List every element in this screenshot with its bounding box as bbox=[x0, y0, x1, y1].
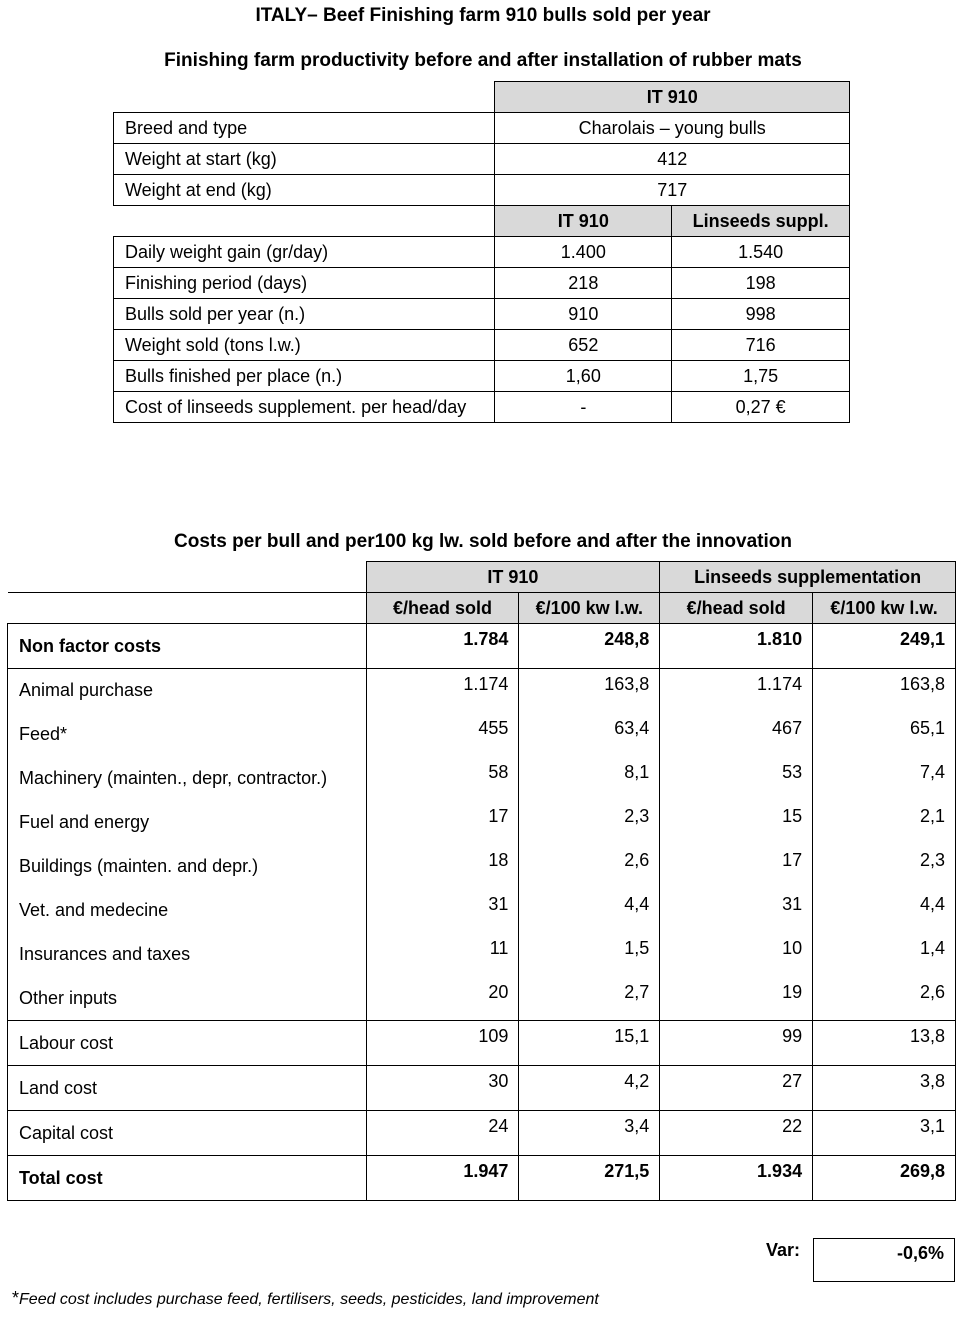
value: 2,1 bbox=[813, 801, 956, 845]
value: 10 bbox=[660, 933, 813, 977]
col-header-head: €/head sold bbox=[660, 593, 813, 624]
table-row bbox=[8, 977, 956, 1021]
value: 99 bbox=[660, 1021, 813, 1066]
col-header-it910: IT 910 bbox=[495, 206, 672, 237]
value: 1.174 bbox=[660, 669, 813, 713]
value: 53 bbox=[660, 757, 813, 801]
row-label: Buildings (mainten. and depr.) bbox=[8, 845, 367, 889]
value-it910: 1.400 bbox=[495, 237, 672, 268]
value-linseeds: 198 bbox=[672, 268, 850, 299]
col-header-head: €/head sold bbox=[366, 593, 519, 624]
value: 8,1 bbox=[519, 757, 660, 801]
value: 455 bbox=[366, 713, 519, 757]
value: 1.174 bbox=[366, 669, 519, 713]
table-row bbox=[8, 845, 956, 889]
row-label: Animal purchase bbox=[8, 669, 367, 713]
table-row bbox=[8, 801, 956, 845]
value: 15,1 bbox=[519, 1021, 660, 1066]
value-linseeds: 998 bbox=[672, 299, 850, 330]
row-label: Total cost bbox=[8, 1156, 367, 1201]
row-label: Other inputs bbox=[8, 977, 367, 1021]
table-row bbox=[8, 757, 956, 801]
value: 2,6 bbox=[813, 977, 956, 1021]
value: 20 bbox=[366, 977, 519, 1021]
breed-value: Charolais – young bulls bbox=[495, 113, 850, 144]
value: 63,4 bbox=[519, 713, 660, 757]
value: 467 bbox=[660, 713, 813, 757]
value: 24 bbox=[366, 1111, 519, 1156]
value: 249,1 bbox=[813, 624, 956, 669]
value: 2,3 bbox=[813, 845, 956, 889]
value: 1.810 bbox=[660, 624, 813, 669]
value: 1.934 bbox=[660, 1156, 813, 1201]
value: 65,1 bbox=[813, 713, 956, 757]
row-label: Bulls finished per place (n.) bbox=[114, 361, 495, 392]
weight-start-label: Weight at start (kg) bbox=[114, 144, 495, 175]
value: 3,8 bbox=[813, 1066, 956, 1111]
row-label: Daily weight gain (gr/day) bbox=[114, 237, 495, 268]
col-header-linseeds: Linseeds suppl. bbox=[672, 206, 850, 237]
value: 27 bbox=[660, 1066, 813, 1111]
value: 2,3 bbox=[519, 801, 660, 845]
value-linseeds: 0,27 € bbox=[672, 392, 850, 423]
value-linseeds: 1,75 bbox=[672, 361, 850, 392]
table-row bbox=[114, 392, 850, 423]
row-label: Land cost bbox=[8, 1066, 367, 1111]
value: 1.784 bbox=[366, 624, 519, 669]
capital-row bbox=[8, 1111, 956, 1156]
value: 1.947 bbox=[366, 1156, 519, 1201]
breed-label: Breed and type bbox=[114, 113, 495, 144]
row-label: Finishing period (days) bbox=[114, 268, 495, 299]
value-it910: 1,60 bbox=[495, 361, 672, 392]
col-header-100kg: €/100 kw l.w. bbox=[519, 593, 660, 624]
value: 17 bbox=[366, 801, 519, 845]
value: 18 bbox=[366, 845, 519, 889]
value: 248,8 bbox=[519, 624, 660, 669]
value: 4,4 bbox=[519, 889, 660, 933]
value-linseeds: 716 bbox=[672, 330, 850, 361]
value: 271,5 bbox=[519, 1156, 660, 1201]
group-header-it910: IT 910 bbox=[366, 562, 660, 593]
empty-cell bbox=[8, 562, 367, 593]
value: 58 bbox=[366, 757, 519, 801]
value: 17 bbox=[660, 845, 813, 889]
value-it910: - bbox=[495, 392, 672, 423]
productivity-header: IT 910 bbox=[495, 82, 850, 113]
land-row bbox=[8, 1066, 956, 1111]
footnote-text: Feed cost includes purchase feed, fertilisers, seeds, pesticides, land improvement bbox=[19, 1291, 599, 1308]
weight-start-value: 412 bbox=[495, 144, 850, 175]
costs-table bbox=[7, 561, 956, 1201]
table-row bbox=[114, 237, 850, 268]
value: 2,7 bbox=[519, 977, 660, 1021]
table-row bbox=[8, 933, 956, 977]
variation-label: Var: bbox=[766, 1240, 801, 1260]
value: 7,4 bbox=[813, 757, 956, 801]
non-factor-row bbox=[8, 624, 956, 669]
productivity-table bbox=[113, 81, 850, 423]
empty-cell bbox=[114, 82, 495, 113]
footnote-asterisk: * bbox=[12, 1288, 20, 1308]
value-it910: 218 bbox=[495, 268, 672, 299]
value: 163,8 bbox=[519, 669, 660, 713]
row-label: Labour cost bbox=[8, 1021, 367, 1066]
total-row bbox=[8, 1156, 956, 1201]
empty-cell bbox=[8, 593, 367, 624]
costs-table-title: Costs per bull and per100 kg lw. sold before and after the innovation bbox=[174, 531, 792, 552]
col-header-100kg: €/100 kw l.w. bbox=[813, 593, 956, 624]
empty-cell bbox=[114, 206, 495, 237]
variation-value: -0,6% bbox=[813, 1238, 955, 1282]
value: 4,2 bbox=[519, 1066, 660, 1111]
row-label: Capital cost bbox=[8, 1111, 367, 1156]
weight-end-value: 717 bbox=[495, 175, 850, 206]
value: 3,4 bbox=[519, 1111, 660, 1156]
value-it910: 910 bbox=[495, 299, 672, 330]
value: 3,1 bbox=[813, 1111, 956, 1156]
value: 2,6 bbox=[519, 845, 660, 889]
value-linseeds: 1.540 bbox=[672, 237, 850, 268]
value: 31 bbox=[660, 889, 813, 933]
productivity-table-title: Finishing farm productivity before and after installation of rubber mats bbox=[164, 50, 802, 71]
value: 1,4 bbox=[813, 933, 956, 977]
value-it910: 652 bbox=[495, 330, 672, 361]
group-header-linseeds: Linseeds supplementation bbox=[660, 562, 956, 593]
value: 15 bbox=[660, 801, 813, 845]
weight-end-label: Weight at end (kg) bbox=[114, 175, 495, 206]
value: 31 bbox=[366, 889, 519, 933]
table-row bbox=[114, 268, 850, 299]
row-label: Weight sold (tons l.w.) bbox=[114, 330, 495, 361]
value: 109 bbox=[366, 1021, 519, 1066]
value: 1,5 bbox=[519, 933, 660, 977]
table-row bbox=[8, 669, 956, 713]
value: 4,4 bbox=[813, 889, 956, 933]
table-row bbox=[114, 330, 850, 361]
row-label: Machinery (mainten., depr, contractor.) bbox=[8, 757, 367, 801]
row-label: Cost of linseeds supplement. per head/day bbox=[114, 392, 495, 423]
row-label: Feed* bbox=[8, 713, 367, 757]
value: 11 bbox=[366, 933, 519, 977]
table-row bbox=[114, 361, 850, 392]
labour-row bbox=[8, 1021, 956, 1066]
table-row bbox=[8, 889, 956, 933]
value: 19 bbox=[660, 977, 813, 1021]
row-label: Fuel and energy bbox=[8, 801, 367, 845]
row-label: Insurances and taxes bbox=[8, 933, 367, 977]
value: 30 bbox=[366, 1066, 519, 1111]
value: 22 bbox=[660, 1111, 813, 1156]
row-label: Non factor costs bbox=[8, 624, 367, 669]
footnote bbox=[12, 1288, 599, 1309]
table-row bbox=[8, 713, 956, 757]
value: 269,8 bbox=[813, 1156, 956, 1201]
main-title: ITALY– Beef Finishing farm 910 bulls sold per year bbox=[255, 5, 711, 26]
value: 13,8 bbox=[813, 1021, 956, 1066]
row-label: Bulls sold per year (n.) bbox=[114, 299, 495, 330]
table-row bbox=[114, 299, 850, 330]
value: 163,8 bbox=[813, 669, 956, 713]
row-label: Vet. and medecine bbox=[8, 889, 367, 933]
